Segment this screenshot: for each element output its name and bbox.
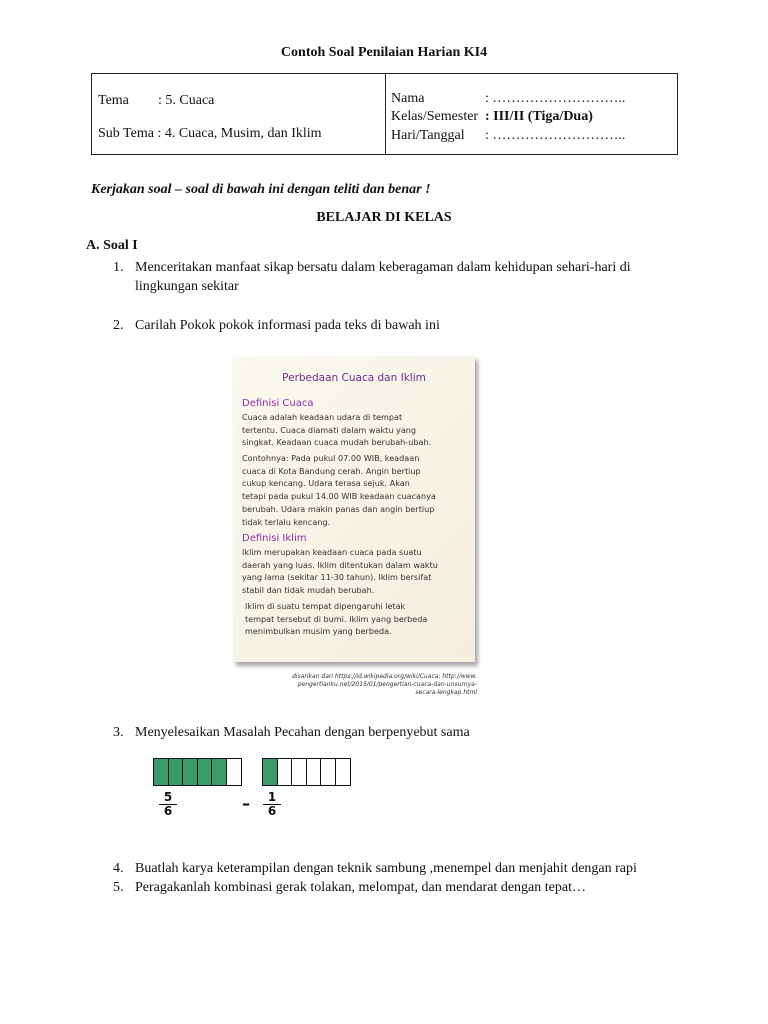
fraction-left bbox=[158, 791, 178, 818]
filled-segment bbox=[169, 759, 184, 785]
question-text: Buatlah karya keterampilan dengan teknik sambung ,menempel dan menjahit dengan rapi bbox=[135, 861, 637, 876]
empty-segment bbox=[227, 759, 242, 785]
text-line: tetapi pada pukul 14.00 WIB keadaan cuacanya bbox=[242, 491, 436, 502]
iklim-heading: Definisi Iklim bbox=[242, 533, 307, 544]
empty-segment bbox=[307, 759, 322, 785]
subtema-label: Sub Tema bbox=[98, 126, 154, 141]
question-number: 2. bbox=[113, 318, 124, 333]
question-number: 3. bbox=[113, 725, 124, 740]
question-text: Menyelesaikan Masalah Pecahan dengan berpenyebut sama bbox=[135, 725, 470, 740]
nama-label: Nama bbox=[391, 91, 425, 106]
kelas-row bbox=[391, 109, 593, 125]
minus-operator: – bbox=[242, 794, 250, 813]
iklim-paragraph-2 bbox=[245, 600, 473, 638]
subtema-value: : 4. Cuaca, Musim, dan Iklim bbox=[157, 126, 322, 141]
reading-card bbox=[233, 356, 475, 662]
section-label: A. Soal I bbox=[86, 238, 138, 253]
page-title: Contoh Soal Penilaian Harian KI4 bbox=[280, 45, 488, 60]
empty-segment bbox=[278, 759, 293, 785]
hari-label: Hari/Tanggal bbox=[391, 128, 465, 143]
cuaca-heading: Definisi Cuaca bbox=[242, 398, 314, 409]
text-line: Iklim merupakan keadaan cuaca pada suatu bbox=[242, 547, 422, 557]
text-line: singkat. Keadaan cuaca mudah berubah-ubah. bbox=[242, 437, 432, 448]
filled-segment bbox=[263, 759, 278, 785]
card-title: Perbedaan Cuaca dan Iklim bbox=[282, 372, 426, 384]
numerator: 1 bbox=[267, 790, 277, 804]
text-line: cukup kencang. Udara terasa sejuk. Akan bbox=[242, 478, 410, 489]
denominator: 6 bbox=[267, 804, 277, 818]
text-line: Cuaca adalah keadaan udara di tempat bbox=[242, 412, 403, 422]
text-line: daerah yang luas. Iklim ditentukan dalam waktu bbox=[242, 559, 438, 570]
source-line: secara-lengkap.html bbox=[415, 689, 477, 696]
hari-value: : ……………………….. bbox=[485, 128, 626, 143]
text-line: menimbulkan musim yang berbeda. bbox=[245, 626, 392, 637]
text-line: Iklim di suatu tempat dipengaruhi letak bbox=[245, 601, 406, 611]
question-1 bbox=[113, 258, 713, 298]
text-line: tertentu. Cuaca diamati dalam waktu yang bbox=[242, 424, 417, 435]
denominator: 6 bbox=[163, 804, 173, 818]
question-text-cont: lingkungan sekitar bbox=[135, 279, 239, 294]
tema-label: Tema bbox=[98, 93, 129, 108]
filled-segment bbox=[183, 759, 198, 785]
text-line: Contohnya: Pada pukul 07.00 WIB, keadaan bbox=[242, 453, 420, 463]
hari-row bbox=[391, 128, 625, 144]
nama-row bbox=[391, 91, 625, 107]
kelas-label: Kelas/Semester bbox=[391, 109, 479, 124]
source-line: pengertianku.net/2015/01/pengertian-cuaca-dan-unsurnya- bbox=[297, 681, 477, 688]
question-number: 4. bbox=[113, 861, 124, 876]
empty-segment bbox=[292, 759, 307, 785]
section-heading: BELAJAR DI KELAS bbox=[316, 210, 452, 225]
info-table bbox=[91, 73, 678, 155]
numerator: 5 bbox=[163, 790, 173, 804]
tema-value: : 5. Cuaca bbox=[158, 93, 215, 108]
contoh-paragraph bbox=[242, 452, 470, 528]
question-number: 5. bbox=[113, 880, 124, 895]
text-line: tempat tersebut di bumi. Iklim yang berbeda bbox=[245, 613, 428, 624]
fraction-right bbox=[262, 791, 282, 818]
question-3 bbox=[113, 723, 713, 743]
question-text: Peragakanlah kombinasi gerak tolakan, melompat, dan mendarat dengan tepat… bbox=[135, 880, 586, 895]
filled-segment bbox=[212, 759, 227, 785]
question-text: Menceritakan manfaat sikap bersatu dalam keberagaman dalam kehidupan sehari-hari di bbox=[135, 260, 631, 275]
tema-row bbox=[98, 93, 214, 109]
text-line: tidak terlalu kencang. bbox=[242, 516, 331, 527]
text-line: yang lama (sekitar 11-30 tahun). Iklim bersifat bbox=[242, 572, 432, 583]
table-divider bbox=[385, 74, 386, 154]
subtema-row bbox=[98, 126, 322, 142]
question-number: 1. bbox=[113, 260, 124, 275]
question-2 bbox=[113, 316, 713, 336]
empty-segment bbox=[336, 759, 351, 785]
question-4 bbox=[113, 859, 753, 879]
iklim-paragraph bbox=[242, 546, 470, 597]
cuaca-paragraph bbox=[242, 411, 470, 449]
instruction: Kerjakan soal – soal di bawah ini dengan teliti dan benar ! bbox=[91, 182, 431, 197]
question-5 bbox=[113, 878, 753, 898]
source-line: disarikan dari https://id.wikipedia.org/wiki/Cuaca; http://www. bbox=[292, 673, 477, 680]
nama-value: : ……………………….. bbox=[485, 91, 626, 106]
kelas-value: : III/II (Tiga/Dua) bbox=[485, 109, 593, 124]
filled-segment bbox=[154, 759, 169, 785]
fraction-bar-right bbox=[262, 758, 351, 786]
filled-segment bbox=[198, 759, 213, 785]
text-line: berubah. Udara makin panas dan angin bertiup bbox=[242, 503, 435, 514]
text-line: cuaca di Kota Bandung cerah. Angin bertiup bbox=[242, 465, 421, 476]
question-text: Carilah Pokok pokok informasi pada teks di bawah ini bbox=[135, 318, 440, 333]
source-citation bbox=[258, 673, 477, 697]
text-line: stabil dan tidak mudah berubah. bbox=[242, 585, 375, 596]
fraction-bar-left bbox=[153, 758, 242, 786]
empty-segment bbox=[321, 759, 336, 785]
